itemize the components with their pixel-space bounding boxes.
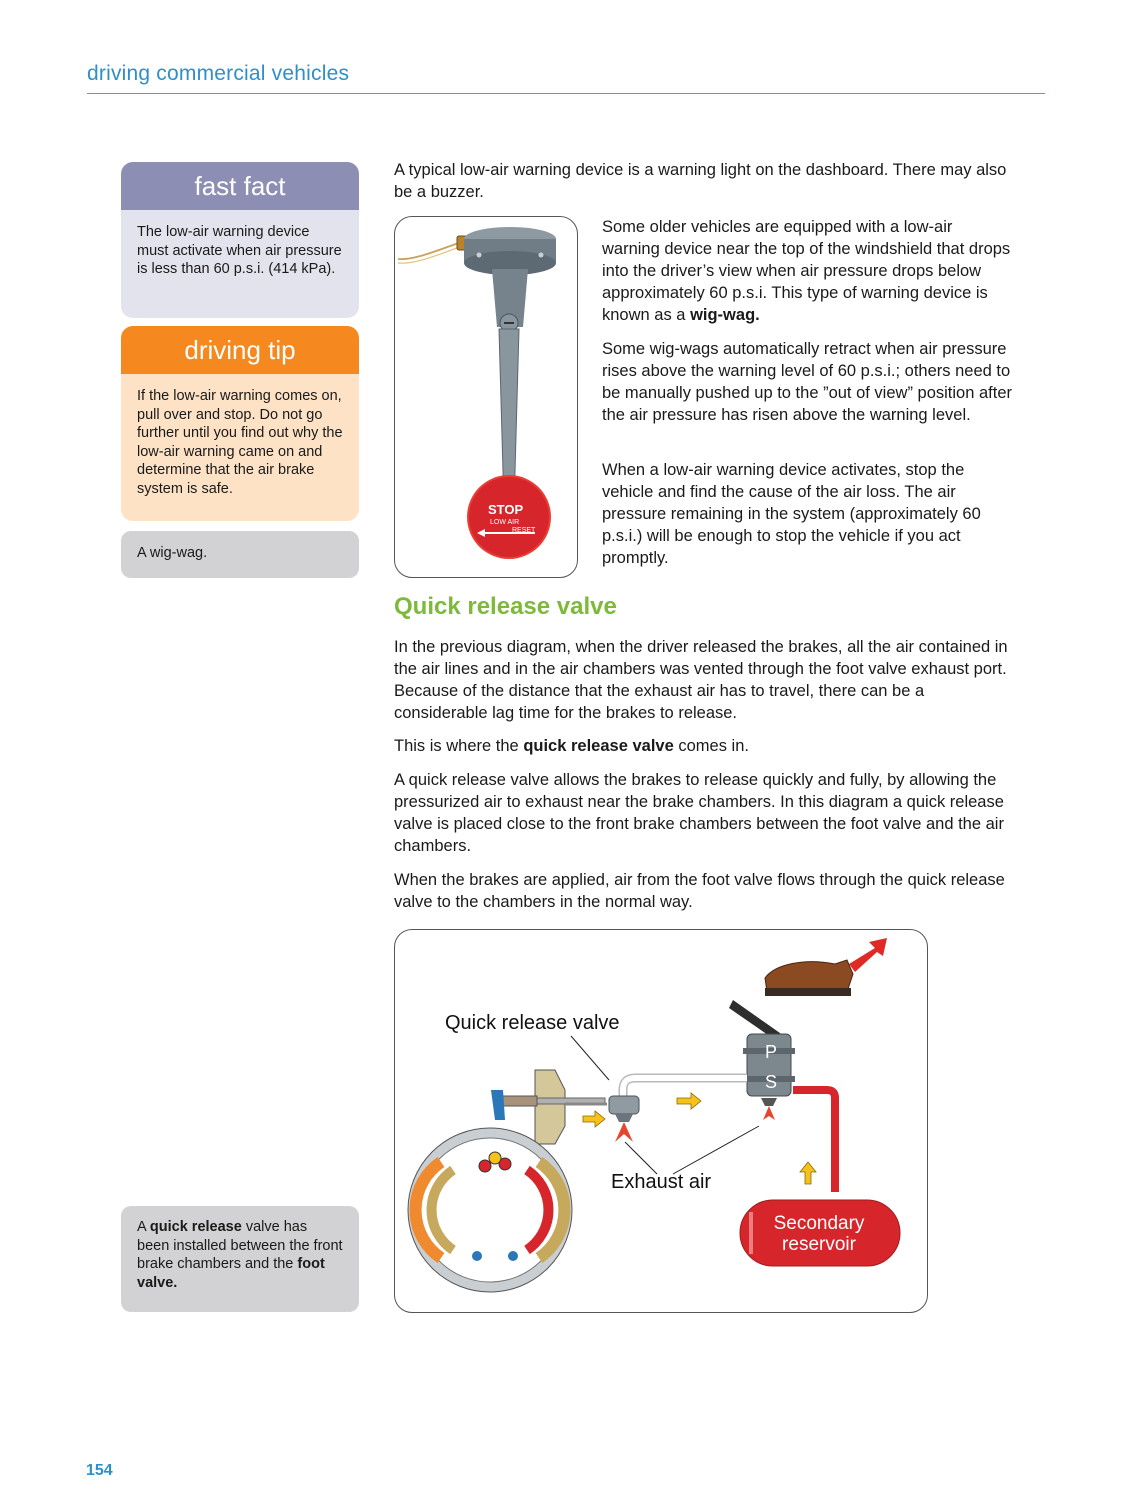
qrv-caption-mid: valve has been installed between the front brake chambers and the <box>137 1219 343 1272</box>
intro-paragraph: A typical low-air warning device is a warning light on the dashboard. There may also be a buzzer. <box>394 161 1007 201</box>
qrv-caption-bold2: foot valve. <box>137 1256 325 1291</box>
wigwag-illustration <box>395 217 577 577</box>
fast-fact-box <box>121 162 359 318</box>
qrv-paragraph-3: A quick release valve allows the brakes to release quickly and fully, by allowing the pressurized air to exhaust near the brake chambers. In this diagram a quick release valve is placed close to the front brake chambers between the foot valve and the air chambers. <box>394 771 1004 855</box>
label-secondary-port: S <box>765 1072 778 1092</box>
wigwag-paragraph-3: When a low-air warning device activates, stop the vehicle and find the cause of the air loss. The air pressure remaining in the system (approximately 60 p.s.i.) will be enough to stop the vehicle if you act promptly. <box>602 461 981 567</box>
driving-tip-title: driving tip <box>121 326 359 374</box>
wigwag-reset-label: RESET <box>512 527 536 534</box>
driving-tip-text: If the low-air warning comes on, pull over and stop. Do not go further until you find out why the low-air warning came on and determine that the air brake system is safe. <box>137 388 343 497</box>
wigwag-paragraph-1 <box>602 216 1014 326</box>
header-rule <box>87 93 1045 94</box>
driving-tip-box <box>121 326 359 521</box>
label-exhaust-air: Exhaust air <box>611 1171 712 1193</box>
running-head: driving commercial vehicles <box>87 62 350 85</box>
fast-fact-title: fast fact <box>121 162 359 210</box>
wigwag-low-air-label: LOW AIR <box>490 519 520 526</box>
label-primary-port: P <box>765 1042 778 1062</box>
qrv-caption-pre: A <box>137 1219 150 1235</box>
qrv-paragraph-2 <box>394 735 1014 757</box>
label-quick-release-valve: Quick release valve <box>445 1012 620 1034</box>
wigwag-p1-text: Some older vehicles are equipped with a low-air warning device near the top of the windshield that drops into the driver’s view when air pressure drops below approximately 60 p.s.i. This type of warning device is known as a <box>602 218 1011 324</box>
quick-release-valve-diagram <box>394 929 928 1313</box>
qrv-paragraph-4: When the brakes are applied, air from the foot valve flows through the quick release valve to the chambers in the normal way. <box>394 871 1005 911</box>
fast-fact-text: The low-air warning device must activate when air pressure is less than 60 p.s.i. (414 kPa). <box>137 224 342 277</box>
wigwag-caption: A wig-wag. <box>121 531 359 578</box>
qrv-paragraph-1: In the previous diagram, when the driver released the brakes, all the air contained in the air lines and in the air chambers was vented through the foot valve exhaust port. Because of the distance that the exhaust air has to travel, there can be a considerable lag time for the brakes to release. <box>394 638 1008 722</box>
qrv-p2-pre: This is where the <box>394 737 524 755</box>
label-secondary-reservoir: Secondary reservoir <box>773 1213 865 1255</box>
page-number: 154 <box>86 1462 113 1479</box>
qrv-p2-post: comes in. <box>673 737 749 755</box>
qrv-caption-bold1: quick release <box>149 1219 242 1235</box>
section-title-quick-release-valve: Quick release valve <box>394 593 617 620</box>
qrv-p2-term: quick release valve <box>523 737 674 755</box>
wigwag-stop-label: STOP <box>488 502 524 517</box>
qrv-caption <box>121 1206 359 1312</box>
wigwag-paragraph-2: Some wig-wags automatically retract when air pressure rises above the warning level of 60 p.s.i.; others need to be manually pushed up to the ”out of view” position after the air pressure has risen above the warning level. <box>602 340 1012 424</box>
wigwag-figure <box>394 216 578 578</box>
wigwag-term: wig-wag. <box>690 306 760 324</box>
